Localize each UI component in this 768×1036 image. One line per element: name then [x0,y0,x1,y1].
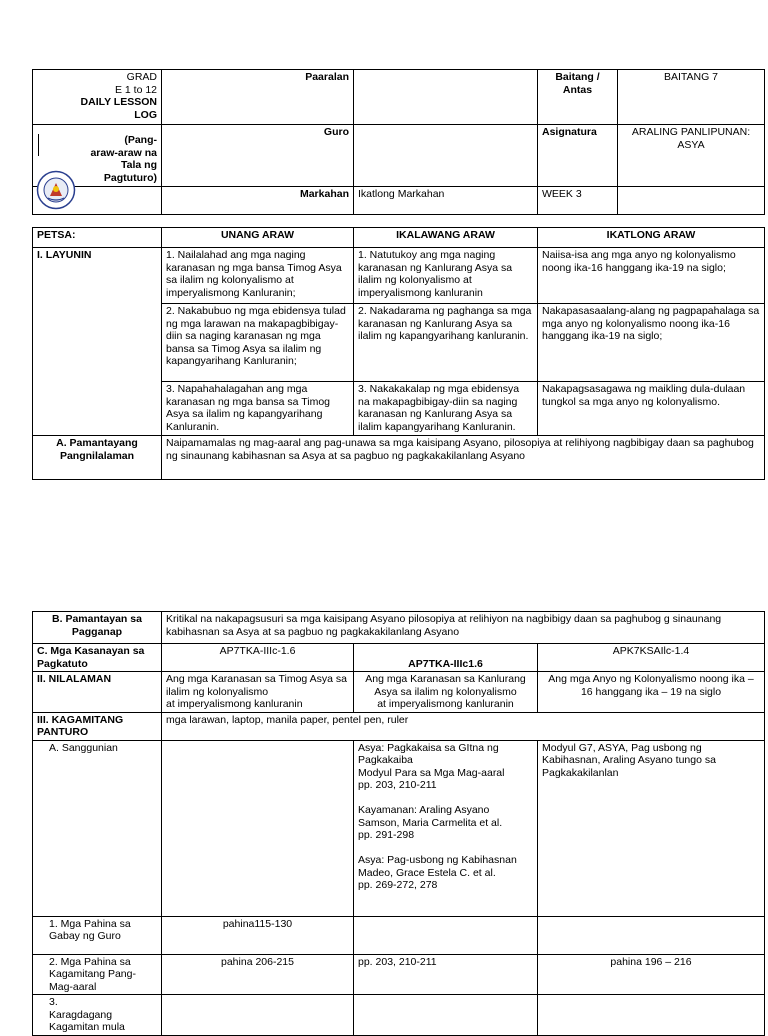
lesson-table-1 [32,227,765,480]
sanggunian-label: A. Sanggunian [33,740,162,916]
gabay-label: 1. Mga Pahina sa Gabay ng Guro [33,916,162,954]
pamantayang-label: A. Pamantayang Pangnilalaman [33,436,162,480]
objective-1-day3: Naiisa-isa ang mga anyo ng kolonyalismo noong ika-16 hanggang ika-19 na siglo; [538,248,765,304]
karagdagang-label: 3. Karagdagang Kagamitan mula [33,995,162,1036]
divider-line [38,134,39,156]
tala-line1: (Pang- [124,134,157,146]
objective-2-day2: 2. Nakadarama ng paghanga sa mga karanasan ng Kanlurang Asya sa ilalim ng kapangyarihang kanluranin. [354,304,538,382]
objective-3-day2: 3. Nakakakalap ng mga ebidensya na makapagbibigay-diin sa naging karanasan ng Kanlurang Asya sa ilalim kapangyarihang Kanluranin. [354,382,538,436]
karagdagang-day1 [162,995,354,1036]
nilalaman-day1: Ang mga Karanasan sa Timog Asya sa ilalim ng kolonyalismo at imperyalismong kanluranin [162,672,354,713]
dll-title-cell [33,70,162,125]
gabay-day2 [354,916,538,954]
nilalaman-day2: Ang mga Karanasan sa Kanlurang Asya sa ilalim ng kolonyalismo at imperyalismong kanluranin [354,672,538,713]
guro-label: Guro [162,125,354,187]
objective-1-day2: 1. Natutukoy ang mga naging karanasan ng Kanlurang Asya sa ilalim ng kolonyalismo at imperyalismong kanluranin [354,248,538,304]
kagamitang-value: mga larawan, laptop, manila paper, pentel pen, ruler [162,712,765,740]
pagganap-value: Kritikal na nakapagsusuri sa mga kaisipang Asyano pilosopiya at relihiyon na nagbibigy daan sa paghubog g sinaunang kabihasnan sa Asya at sa pagbuo ng pagkakakilanlang Asyano [162,612,765,644]
kasanayan-label: C. Mga Kasanayan sa Pagkatuto [33,644,162,672]
kasanayan-day2: AP7TKA-IIIc1.6 [354,644,538,672]
grad-line1: GRAD [126,71,157,83]
pamantayang-value: Naipamamalas ng mag-aaral ang pag-unawa sa mga kaisipang Asyano, pilosopiya at relihiyong nagbibigay daan sa paghubog ng sinaunang kabihasnan sa Asya at sa pagbuo ng pagkakakilanlang Asyano [162,436,765,480]
objective-3-day1: 3. Napahahalagahan ang mga karanasan ng mga bansa sa Timog Asya sa ilalim ng kapangyarihang Kanluranin. [162,382,354,436]
day1-header: UNANG ARAW [162,228,354,248]
markahan-label: Markahan [162,187,354,215]
karagdagang-day2 [354,995,538,1036]
day3-header: IKATLONG ARAW [538,228,765,248]
dll-line2: LOG [134,108,157,121]
nilalaman-day3: Ang mga Anyo ng Kolonyalismo noong ika – 16 hanggang ika – 19 na siglo [538,672,765,713]
gabay-day1: pahina115-130 [162,916,354,954]
lesson-table-2 [32,611,765,1036]
header-table [32,69,765,215]
objective-1-day1: 1. Nailalahad ang mga naging karanasan ng mga bansa Timog Asya sa ilalim ng kolonyalismo at imperyalismong Kanluranin; [162,248,354,304]
objective-2-day1: 2. Nakabubuo ng mga ebidensya tulad ng mga larawan na makapagbibigay-diin sa naging karanasan ng mga bansa sa Timog Asya sa ilalim ng kapangyarihang Kanluranin; [162,304,354,382]
paaralan-value [354,70,538,125]
baitang-label: Baitang / Antas [538,70,618,125]
guro-value [354,125,538,187]
empty-cell [618,187,765,215]
dll-line1: DAILY LESSON [80,96,157,108]
pagganap-label: B. Pamantayan sa Pagganap [33,612,162,644]
petsa-label: PETSA: [33,228,162,248]
kagamitang-mag-day3: pahina 196 – 216 [538,954,765,995]
week-value: WEEK 3 [538,187,618,215]
markahan-value: Ikatlong Markahan [354,187,538,215]
kagamitang-mag-day1: pahina 206-215 [162,954,354,995]
asignatura-value: ARALING PANLIPUNAN: ASYA [618,125,765,187]
paaralan-label: Paaralan [162,70,354,125]
objective-3-day3: Nakapagsasagawa ng maikling dula-dulaan tungkol sa mga anyo ng kolonyalismo. [538,382,765,436]
grad-line2: E 1 to 12 [114,83,157,96]
kagamitang-label: III. KAGAMITANG PANTURO [33,712,162,740]
nilalaman-label: II. NILALAMAN [33,672,162,713]
sanggunian-day1 [162,740,354,916]
tala-line4: Pagtuturo) [103,171,157,184]
kagamitang-mag-day2: pp. 203, 210-211 [354,954,538,995]
sanggunian-day3: Modyul G7, ASYA, Pag usbong ng Kabihasnan, Araling Asyano tungo sa Pagkakakilanlan [538,740,765,916]
tala-line2: araw-araw na [90,146,157,159]
objective-2-day3: Nakapasasaalang-alang ng pagpapahalaga sa mga anyo ng kolonyalismo noong ika-16 hanggang ika-19 na siglo; [538,304,765,382]
gabay-day3 [538,916,765,954]
kagamitang-mag-label: 2. Mga Pahina sa Kagamitang Pang-Mag-aaral [33,954,162,995]
kasanayan-day3: APK7KSAIlc-1.4 [538,644,765,672]
sanggunian-day2: Asya: Pagkakaisa sa GItna ng Pagkakaiba Modyul Para sa Mga Mag-aaral pp. 203, 210-211 Kayamanan: Araling Asyano Samson, Maria Carmelita et al. pp. 291-298 Asya: Pag-usbong ng Kabihasnan Madeo, Grace Estela C. et al. pp. 269-272, 278 [354,740,538,916]
day2-header: IKALAWANG ARAW [354,228,538,248]
layunin-label: I. LAYUNIN [33,248,162,436]
kasanayan-day1: AP7TKA-IIIc-1.6 [162,644,354,672]
karagdagang-day3 [538,995,765,1036]
deped-seal-icon [36,170,76,210]
baitang-value: BAITANG 7 [618,70,765,125]
asignatura-label: Asignatura [538,125,618,187]
tala-line3: Tala ng [121,159,157,171]
